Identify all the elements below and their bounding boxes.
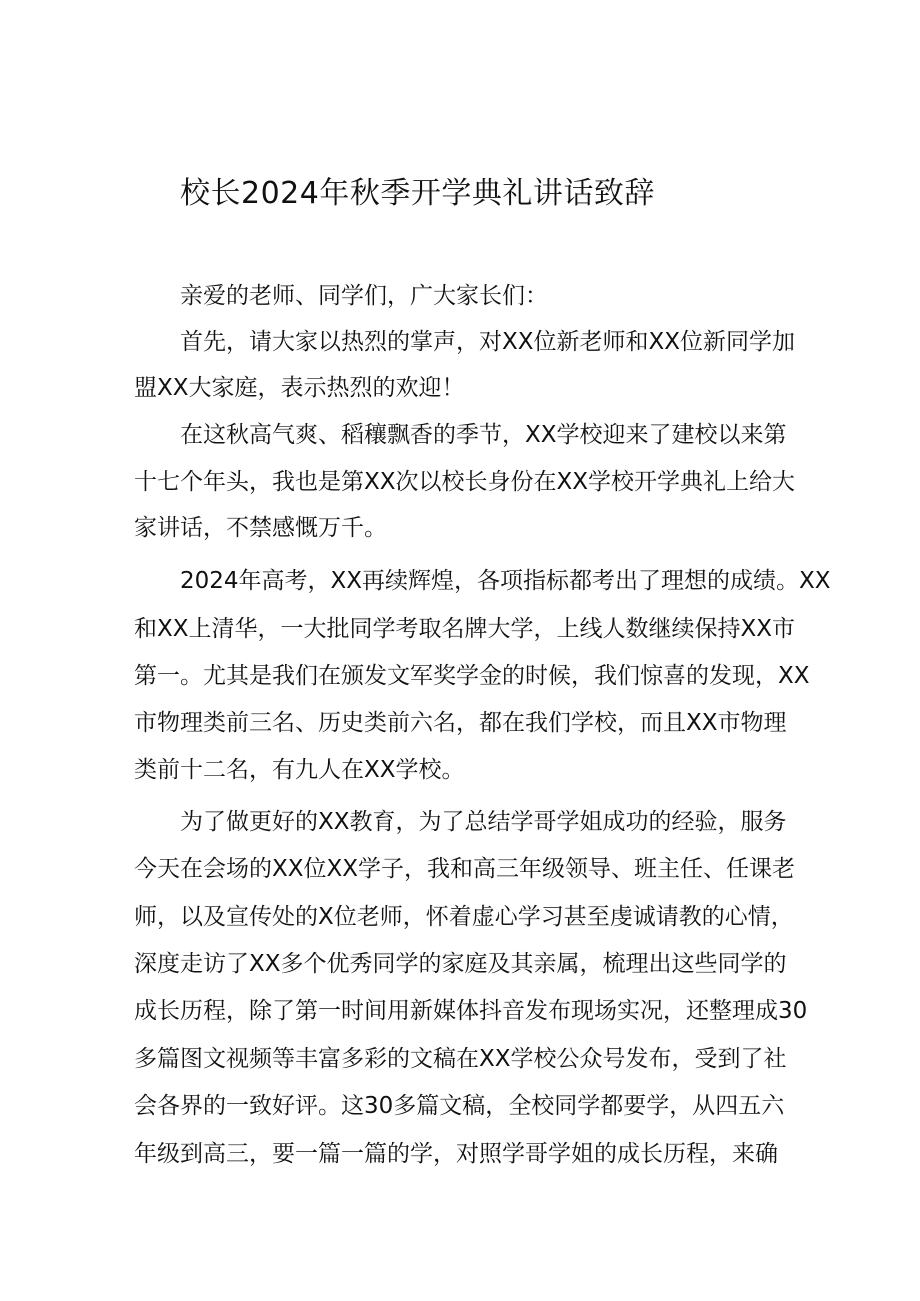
paragraph-line: 市物理类前三名、历史类前六名，都在我们学校，而且XX市物理 — [134, 710, 787, 736]
paragraph-line: 年级到高三，要一篇一篇的学，对照学哥学姐的成长历程，来确 — [134, 1141, 778, 1167]
paragraph-line: 十七个年头，我也是第XX次以校长身份在XX学校开学典礼上给大 — [134, 469, 796, 495]
paragraph-line: 为了做更好的XX教育，为了总结学哥学姐成功的经验，服务 — [180, 809, 787, 835]
paragraph-line: 类前十二名，有九人在XX学校。 — [134, 757, 465, 783]
paragraph-line: 在这秋高气爽、稻穰飘香的季节，XX学校迎来了建校以来第 — [180, 422, 787, 448]
paragraph-line: 和XX上清华，一大批同学考取名牌大学，上线人数继续保持XX市 — [134, 616, 796, 642]
paragraph-line: 会各界的一致好评。这30多篇文稿，全校同学都要学，从四五六 — [134, 1093, 785, 1119]
paragraph-line: 师，以及宣传处的X位老师，怀着虚心学习甚至虔诚请教的心情， — [134, 904, 794, 930]
paragraph-line: 深度走访了XX多个优秀同学的家庭及其亲属，梳理出这些同学的 — [134, 951, 787, 977]
paragraph-line: 家讲话，不禁感慨万千。 — [134, 515, 387, 541]
paragraph-line: 今天在会场的XX位XX学子，我和高三年级领导、班主任、任课老 — [134, 856, 796, 882]
paragraph-line: 成长历程，除了第一时间用新媒体抖音发布现场实况，还整理成30 — [134, 998, 808, 1024]
paragraph-line: 盟XX大家庭，表示热烈的欢迎！ — [134, 375, 465, 401]
paragraph-line: 多篇图文视频等丰富多彩的文稿在XX学校公众号发布，受到了社 — [134, 1046, 787, 1072]
document-title: 校长2024年秋季开学典礼讲话致辞 — [180, 176, 655, 211]
paragraph-line: 首先，请大家以热烈的掌声，对XX位新老师和XX位新同学加 — [180, 329, 796, 355]
salutation-line: 亲爱的老师、同学们，广大家长们： — [180, 283, 548, 309]
paragraph-line: 第一。尤其是我们在颁发文军奖学金的时候，我们惊喜的发现，XX — [134, 663, 810, 689]
paragraph-line: 2024年高考，XX再续辉煌，各项指标都考出了理想的成绩。XX — [180, 568, 831, 594]
